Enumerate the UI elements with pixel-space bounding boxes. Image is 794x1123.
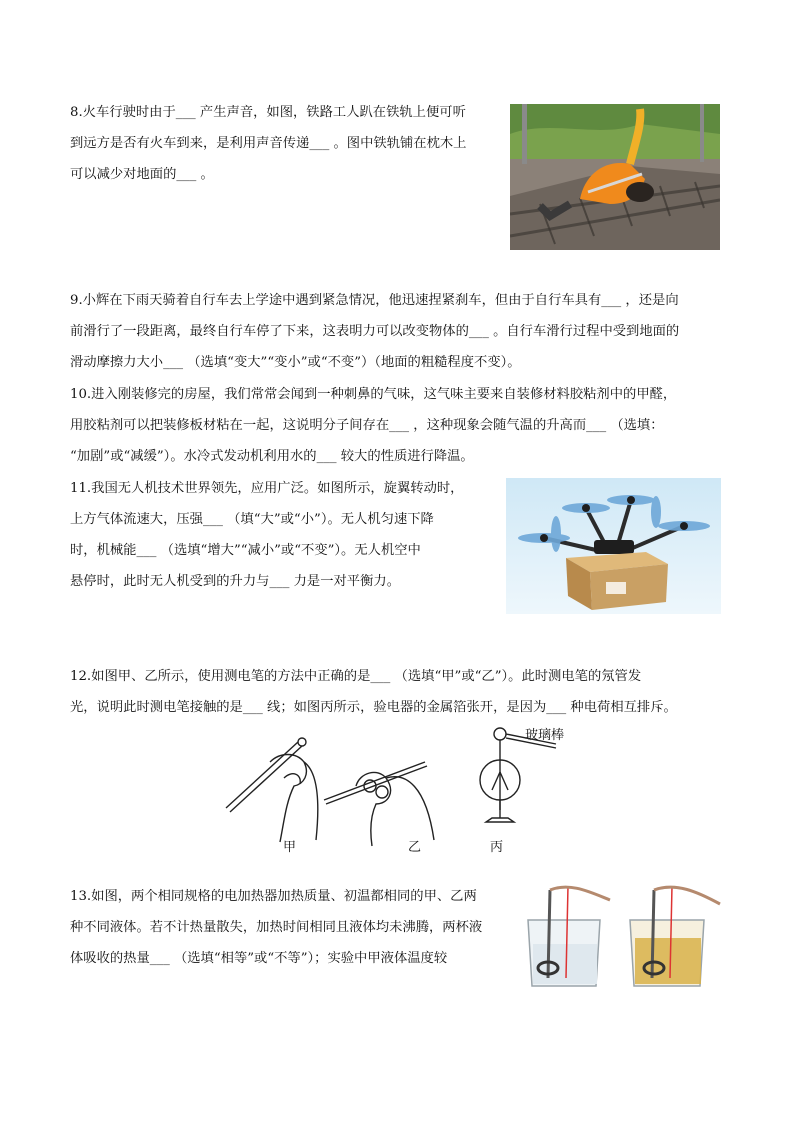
caption-yi: 乙 bbox=[408, 840, 422, 855]
q11-line-3: 时，机械能___ （选填“增大”“减小”或“不变”）。无人机空中 bbox=[70, 543, 421, 558]
caption-bing: 丙 bbox=[490, 840, 504, 855]
q8-line-1: 8.火车行驶时由于___ 产生声音，如图，铁路工人趴在铁轨上便可听 bbox=[70, 105, 466, 120]
q13-line-3: 体吸收的热量___ （选填“相等”或“不等”）；实验中甲液体温度较 bbox=[70, 951, 448, 966]
q11-line-2: 上方气体流速大，压强___ （填“大”或“小”）。无人机匀速下降 bbox=[70, 512, 434, 527]
delivery-drone-image bbox=[506, 478, 721, 614]
caption-jia: 甲 bbox=[283, 840, 297, 855]
q9-line-1: 9.小辉在下雨天骑着自行车去上学途中遇到紧急情况，他迅速捏紧刹车，但由于自行车具有___ ，还是向 bbox=[70, 293, 679, 308]
beakers-heating-photo bbox=[520, 882, 728, 994]
q9-line-2: 前滑行了一段距离，最终自行车停了下来，这表明力可以改变物体的___ 。自行车滑行过程中受到地面的 bbox=[70, 324, 680, 339]
q10-line-2: 用胶粘剂可以把装修板材粘在一起，这说明分子间存在___ ，这种现象会随气温的升高而___ （选填： bbox=[70, 418, 664, 433]
q8-line-3: 可以减少对地面的___ 。 bbox=[70, 167, 214, 182]
q10-line-1: 10.进入刚装修完的房屋，我们常常会闻到一种刺鼻的气味，这气味主要来自装修材料胶粘剂中的甲醛， bbox=[70, 387, 677, 402]
q13-line-2: 种不同液体。若不计热量散失，加热时间相同且液体均未沸腾，两杯液 bbox=[70, 920, 483, 935]
q8-line-2: 到远方是否有火车到来，是利用声音传递___ 。图中铁轨铺在枕木上 bbox=[70, 136, 467, 151]
q12-line-2: 光，说明此时测电笔接触的是___ 线；如图丙所示，验电器的金属箔张开，是因为___ 种电荷相互排斥。 bbox=[70, 700, 677, 715]
glass-rod-label: 玻璃棒 bbox=[525, 728, 565, 743]
q12-line-1: 12.如图甲、乙所示，使用测电笔的方法中正确的是___ （选填“甲”或“乙”）。此时测电笔的氖管发 bbox=[70, 669, 642, 684]
q11-line-4: 悬停时，此时无人机受到的升力与___ 力是一对平衡力。 bbox=[70, 574, 400, 589]
q9-line-3: 滑动摩擦力大小___ （选填“变大”“变小”或“不变”）（地面的粗糙程度不变）。 bbox=[70, 355, 521, 370]
q13-line-1: 13.如图，两个相同规格的电加热器加热质量、初温都相同的甲、乙两 bbox=[70, 889, 477, 904]
railway-worker-photo bbox=[510, 104, 720, 250]
test-pen-figure bbox=[220, 722, 570, 854]
q10-line-3: “加剧”或“减缓”）。水冷式发动机利用水的___ 较大的性质进行降温。 bbox=[70, 449, 474, 464]
q11-line-1: 11.我国无人机技术世界领先，应用广泛。如图所示，旋翼转动时， bbox=[70, 481, 464, 496]
